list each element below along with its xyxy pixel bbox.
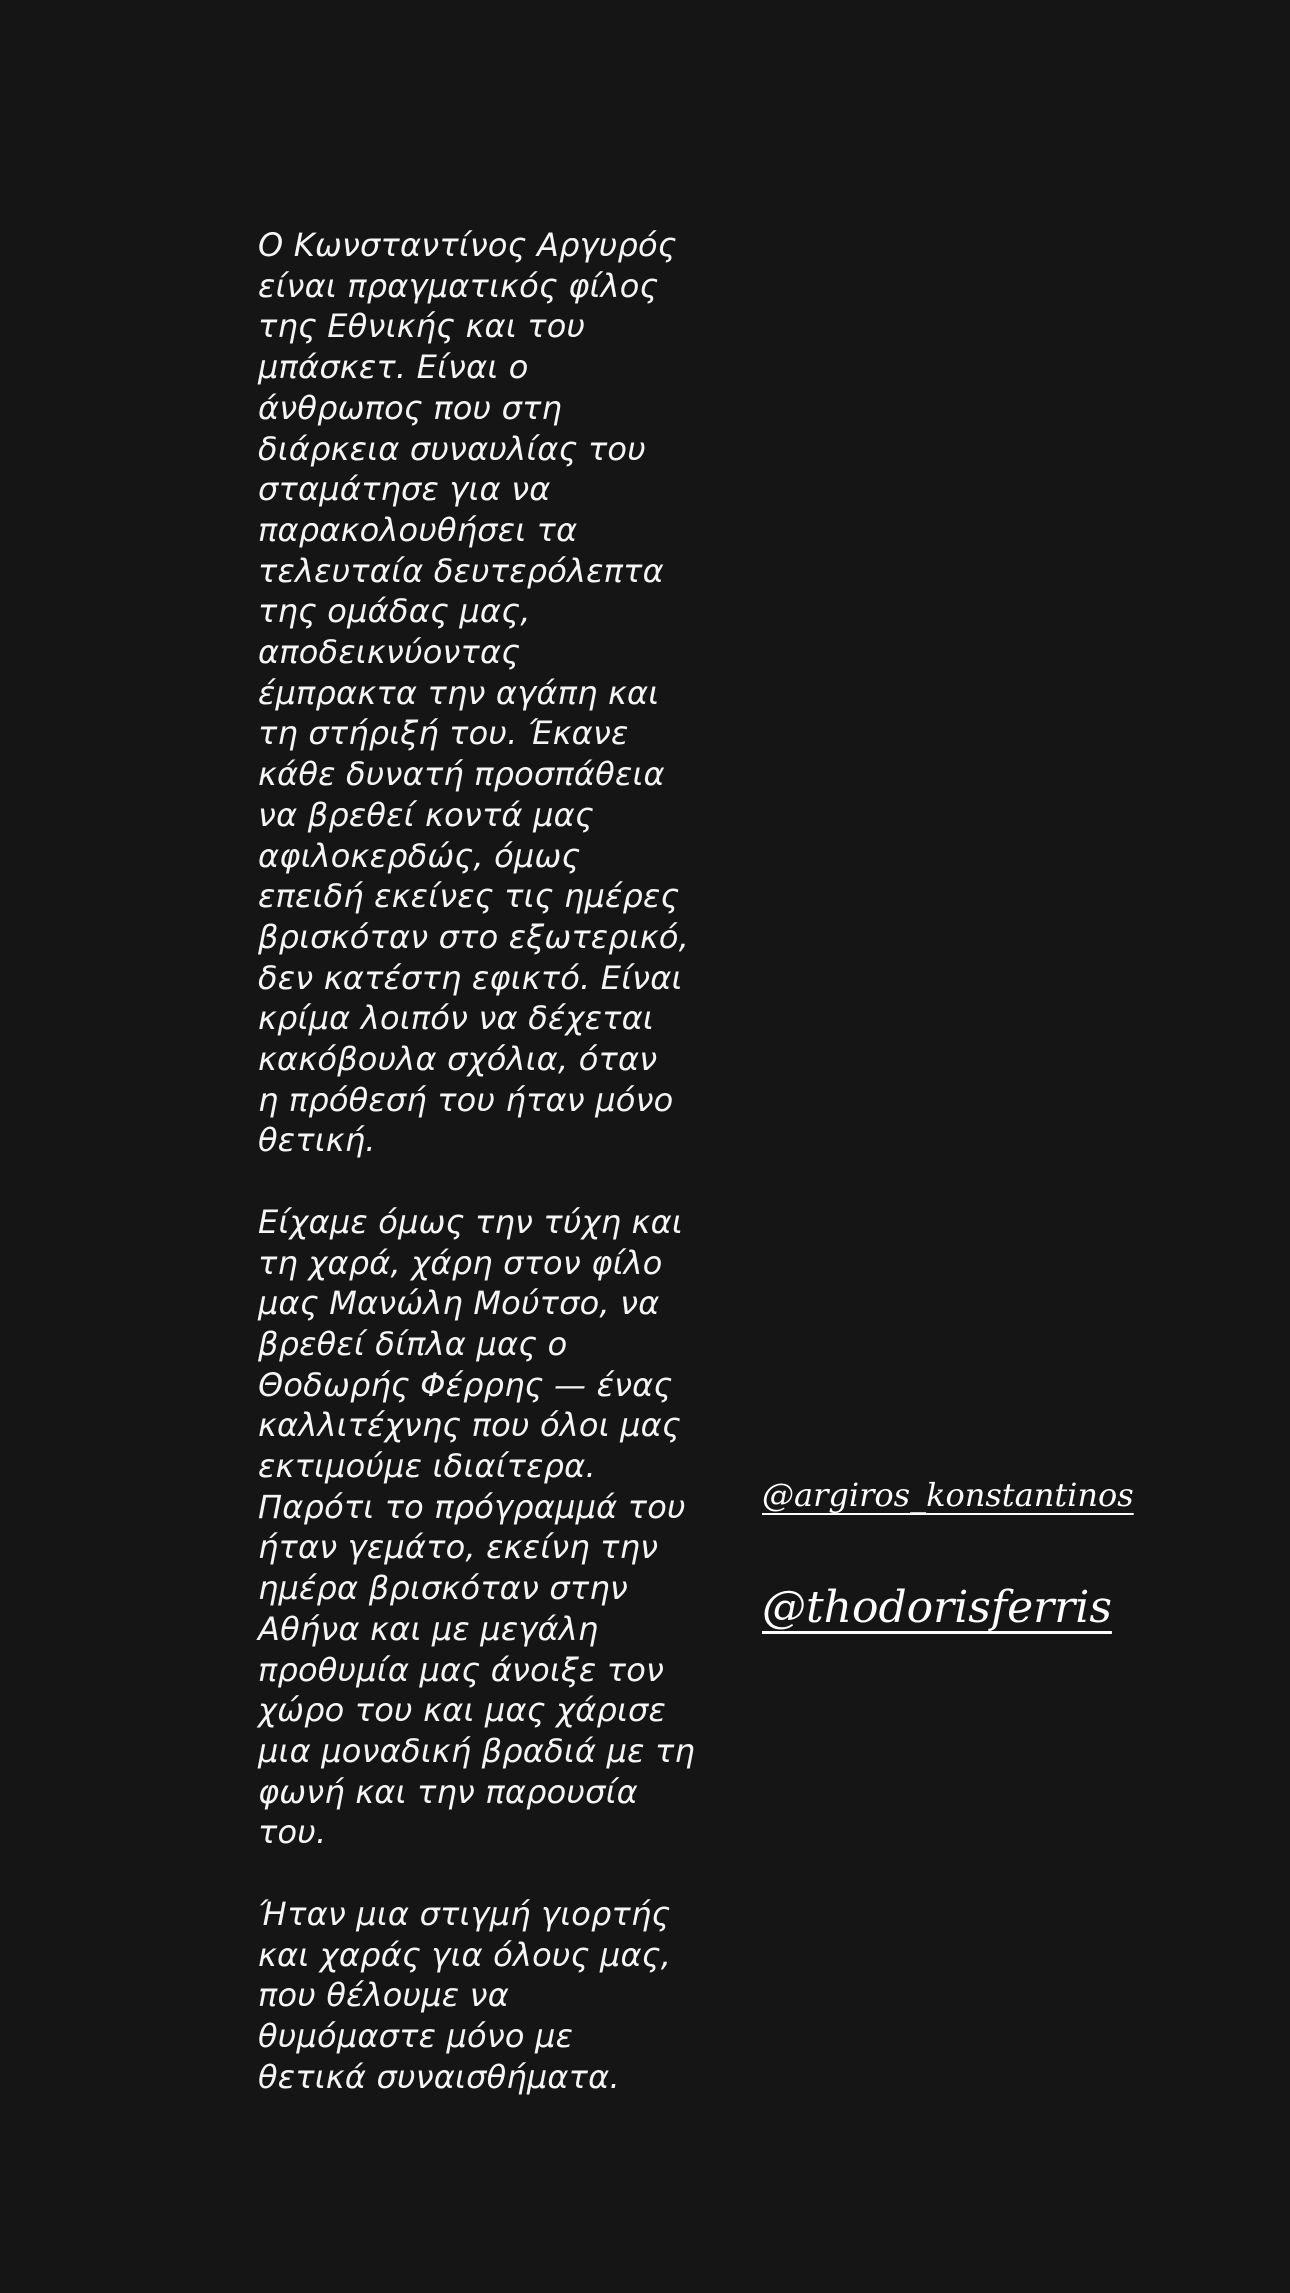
story-line: αφιλοκερδώς, όμως: [258, 836, 581, 875]
story-line: είναι πραγματικός φίλος: [258, 266, 659, 305]
story-line: κρίμα λοιπόν να δέχεται: [258, 999, 654, 1038]
paragraph-2: [258, 1202, 718, 1853]
story-line: Ήταν μια στιγμή γιορτής: [258, 1894, 671, 1933]
story-line: μας Μανώλη Μούτσο, να: [258, 1284, 660, 1323]
story-line: θυμόμαστε μόνο με: [258, 2016, 574, 2055]
story-line: διάρκεια συναυλίας του: [258, 429, 646, 468]
story-line: κακόβουλα σχόλια, όταν: [258, 1040, 658, 1079]
story-line: επειδή εκείνες τις ημέρες: [258, 877, 680, 916]
story-line: θετικά συναισθήματα.: [258, 2057, 620, 2096]
story-line: να βρεθεί κοντά μας: [258, 795, 594, 834]
story-line: της ομάδας μας,: [258, 592, 531, 631]
story-text-block: [258, 225, 718, 2138]
story-line: αποδεικνύοντας: [258, 633, 521, 672]
story-line: έμπρακτα την αγάπη και: [258, 673, 660, 712]
story-line: Είχαμε όμως την τύχη και: [258, 1202, 683, 1241]
story-line: χώρο του και μας χάρισε: [258, 1691, 667, 1730]
story-line: κάθε δυνατή προσπάθεια: [258, 755, 665, 794]
story-line: προθυμία μας άνοιξε τον: [258, 1650, 665, 1689]
story-line: μπάσκετ. Είναι ο: [258, 348, 529, 387]
story-line: άνθρωπος που στη: [258, 388, 563, 427]
story-line: σταμάτησε για να: [258, 470, 551, 509]
story-line: που θέλουμε να: [258, 1976, 510, 2015]
story-line: ημέρα βρισκόταν στην: [258, 1569, 628, 1608]
story-line: φωνή και την παρουσία: [258, 1772, 638, 1811]
story-line: τη στήριξή του. Έκανε: [258, 714, 629, 753]
story-line: η πρόθεσή του ήταν μόνο: [258, 1080, 674, 1119]
story-line: και χαράς για όλους μας,: [258, 1935, 672, 1974]
story-line: τη χαρά, χάρη στον φίλο: [258, 1243, 663, 1282]
story-line: μια μοναδική βραδιά με τη: [258, 1732, 695, 1770]
mention-thodoris-ferris[interactable]: @thodorisferris: [762, 1582, 1112, 1633]
story-line: της Εθνικής και του: [258, 307, 586, 346]
story-line: του.: [258, 1813, 327, 1852]
story-line: Αθήνα και με μεγάλη: [258, 1609, 599, 1648]
story-line: βρεθεί δίπλα μας ο: [258, 1324, 568, 1363]
story-line: θετική.: [258, 1121, 376, 1160]
story-line: Ο Κωνσταντίνος Αργυρός: [258, 226, 677, 264]
story-line: δεν κατέστη εφικτό. Είναι: [258, 958, 683, 997]
story-line: Παρότι το πρόγραμμά του: [258, 1487, 686, 1526]
mention-argiros-konstantinos[interactable]: @argiros_konstantinos: [762, 1476, 1134, 1514]
story-line: τελευταία δευτερόλεπτα: [258, 551, 664, 590]
story-line: βρισκόταν στο εξωτερικό,: [258, 917, 690, 956]
paragraph-1: [258, 225, 718, 1161]
story-line: εκτιμούμε ιδιαίτερα.: [258, 1447, 596, 1486]
paragraph-3: [258, 1894, 718, 2098]
story-line: καλλιτέχνης που όλοι μας: [258, 1406, 681, 1445]
story-line: ήταν γεμάτο, εκείνη την: [258, 1528, 659, 1567]
story-line: παρακολουθήσει τα: [258, 510, 578, 549]
story-line: Θοδωρής Φέρρης — ένας: [258, 1365, 673, 1404]
